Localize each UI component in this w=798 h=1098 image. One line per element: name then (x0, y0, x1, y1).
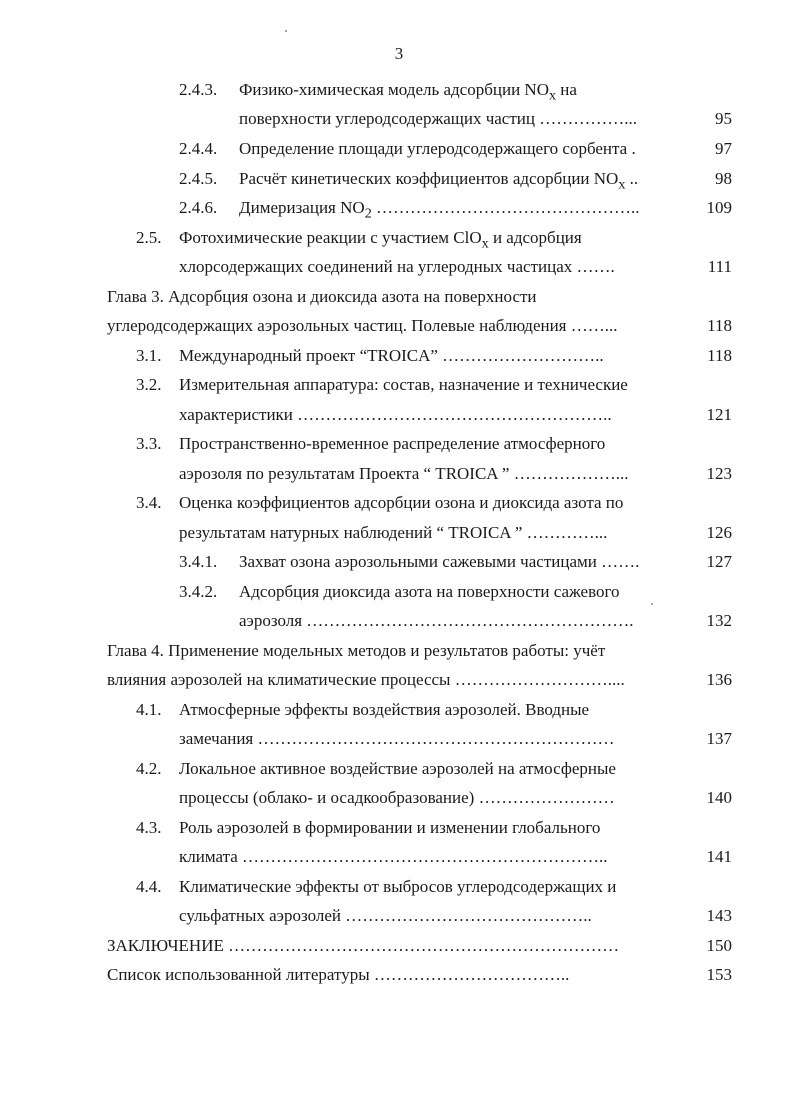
toc-page: 121 (706, 405, 732, 424)
toc-number: 4.3. (136, 818, 162, 837)
toc-number: 3.1. (136, 346, 162, 365)
toc-text-part: Димеризация NO (239, 198, 365, 217)
chapter-title: влияния аэрозолей на климатические процессы ……………………….... (107, 670, 625, 689)
toc-number: 4.4. (136, 877, 162, 896)
subscript: 2 (364, 205, 372, 222)
toc-text: Адсорбция диоксида азота на поверхности сажевого (239, 582, 620, 601)
toc-text: Атмосферные эффекты воздействия аэрозолей. Вводные (179, 700, 590, 719)
toc-page: 123 (706, 464, 732, 483)
toc-text: характеристики ……………………………………………….. (179, 405, 612, 424)
toc-page: 95 (715, 109, 732, 128)
toc-text: Роль аэрозолей в формировании и изменении глобального (179, 818, 601, 837)
toc-number: 3.4. (136, 493, 162, 512)
toc-page: 118 (707, 346, 732, 365)
toc-page: 137 (706, 729, 732, 748)
toc-number: 2.4.4. (179, 139, 218, 158)
toc-text-part: на (556, 80, 577, 99)
toc-page: 141 (706, 847, 732, 866)
toc-text: Захват озона аэрозольными сажевыми частицами ……. (239, 552, 640, 571)
chapter-title: Глава 3. Адсорбция озона и диоксида азота на поверхности (107, 287, 537, 306)
toc-page: 153 (706, 965, 732, 984)
toc-page: 127 (706, 552, 732, 571)
toc-text: замечания ……………………………………………………… (179, 729, 615, 748)
toc-text-part: и адсорбция (488, 228, 582, 247)
toc-text: аэрозоля …………………………………………………. (239, 611, 634, 630)
toc-text: климата ……………………………………………………….. (179, 847, 608, 866)
toc-number: 4.1. (136, 700, 162, 719)
toc-page: 118 (707, 316, 732, 335)
toc-text: хлорсодержащих соединений на углеродных частицах ……. (179, 257, 615, 276)
toc-number: 3.4.2. (179, 582, 218, 601)
toc-text: Климатические эффекты от выбросов углеродсодержащих и (179, 877, 617, 896)
subscript: x (548, 87, 557, 104)
toc-text: Оценка коэффициентов адсорбции озона и диоксида азота по (179, 493, 624, 512)
toc-text: Измерительная аппаратура: состав, назначение и технические (179, 375, 628, 394)
toc-page: 111 (707, 257, 732, 276)
toc-text (179, 227, 582, 252)
toc-page: 143 (706, 906, 732, 925)
chapter-title: Глава 4. Применение модельных методов и результатов работы: учёт (107, 641, 606, 660)
toc-number: 2.4.5. (179, 169, 218, 188)
toc-number: 3.3. (136, 434, 162, 453)
toc-text-part: ……………………………………….. (371, 198, 640, 217)
toc-number: 4.2. (136, 759, 162, 778)
toc-text-part: Физико-химическая модель адсорбции NO (239, 80, 549, 99)
chapter-title: углеродсодержащих аэрозольных частиц. Полевые наблюдения ……... (107, 316, 618, 335)
toc-page: 132 (706, 611, 732, 630)
toc-text-part: Расчёт кинетических коэффициентов адсорбции NO (239, 169, 619, 188)
toc-text-part: .. (625, 169, 639, 188)
toc-number: 3.2. (136, 375, 162, 394)
toc-page: 140 (706, 788, 732, 807)
conclusion-title: ЗАКЛЮЧЕНИЕ …………………………………………………………… (107, 936, 620, 955)
scan-speck (285, 30, 287, 32)
subscript: x (618, 176, 626, 193)
toc-text: Международный проект “TROICA” ……………………….. (179, 346, 604, 365)
toc-number: 2.4.6. (179, 198, 218, 217)
toc-number: 2.4.3. (179, 80, 218, 99)
toc-page: 136 (706, 670, 732, 689)
toc-number: 2.5. (136, 228, 162, 247)
toc-page: 97 (715, 139, 732, 158)
toc-text: процессы (облако- и осадкообразование) …………………… (179, 788, 615, 807)
page-number: 3 (394, 44, 404, 63)
toc-text: сульфатных аэрозолей …………………………………….. (179, 906, 592, 925)
toc-text: Пространственно-временное распределение атмосферного (179, 434, 606, 453)
toc-text-part: Фотохимические реакции с участием ClO (179, 228, 482, 247)
toc-text (239, 79, 577, 104)
toc-text (239, 168, 639, 193)
toc-number: 3.4.1. (179, 552, 218, 571)
toc-text (239, 197, 640, 222)
toc-page: 126 (706, 523, 732, 542)
scan-speck (651, 603, 653, 605)
toc-text: Локальное активное воздействие аэрозолей на атмосферные (179, 759, 616, 778)
subscript: x (481, 235, 489, 252)
toc-page: 150 (706, 936, 732, 955)
toc-text: аэрозоля по результатам Проекта “ TROICA ” ………………... (179, 464, 629, 483)
toc-page: 98 (715, 169, 732, 188)
toc-text: результатам натурных наблюдений “ TROICA ” …………... (179, 523, 608, 542)
toc-text: поверхности углеродсодержащих частиц ……………... (239, 109, 637, 128)
references-title: Список использованной литературы …………………………….. (107, 965, 570, 984)
toc-page: 109 (706, 198, 732, 217)
toc-text: Определение площади углеродсодержащего сорбента . (239, 139, 636, 158)
